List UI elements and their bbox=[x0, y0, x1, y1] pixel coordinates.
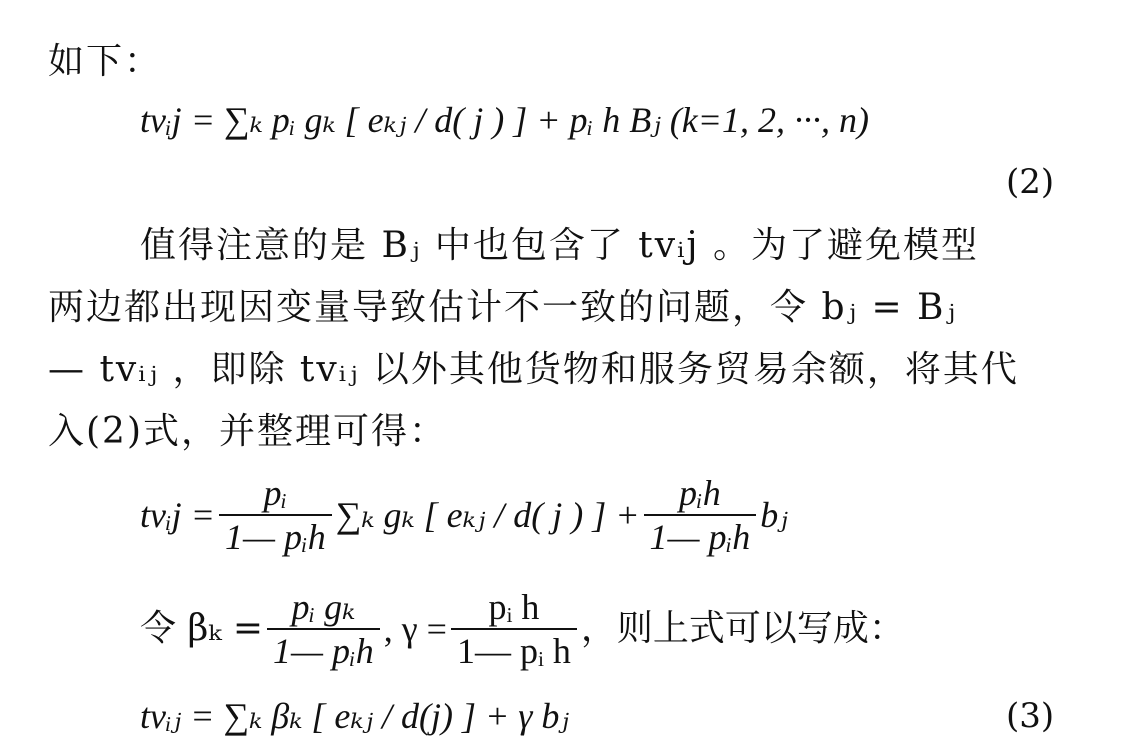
equation-number-3: (3) bbox=[1006, 696, 1055, 736]
derived-fraction-2 bbox=[644, 472, 757, 558]
fraction-denominator: 1— pᵢh bbox=[267, 628, 380, 672]
definition-suffix: ，则上式可以写成： bbox=[580, 608, 905, 649]
fraction-denominator: 1— pᵢh bbox=[219, 514, 332, 558]
eq2-lhs: tvᵢj bbox=[140, 100, 182, 140]
gamma-fraction bbox=[451, 586, 577, 672]
fraction-denominator: 1— pᵢh bbox=[644, 514, 757, 558]
definition-line bbox=[140, 586, 905, 672]
fraction-numerator: pᵢh bbox=[679, 473, 721, 513]
derived-lhs: tvᵢj = bbox=[140, 495, 215, 535]
equation-derived bbox=[140, 472, 788, 558]
equation-number-2: (2) bbox=[1006, 162, 1055, 202]
equation-3: tvᵢⱼ = ∑ₖ βₖ [ eₖⱼ / d(j) ] + γ bⱼ bbox=[140, 696, 569, 736]
eq2-body: = ∑ₖ pᵢ gₖ [ eₖⱼ / d( j ) ] + pᵢ h Bⱼ (k=1, 2, ···, n) bbox=[190, 100, 869, 140]
intro-text: 如下： bbox=[48, 41, 163, 82]
derived-fraction-1 bbox=[219, 472, 332, 558]
paragraph-line-3: — tvᵢⱼ ，即除 tvᵢⱼ 以外其他货物和服务贸易余额，将其代 bbox=[48, 349, 1019, 390]
paragraph-line-2: 两边都出现因变量导致估计不一致的问题，令 bⱼ = Bⱼ bbox=[48, 287, 958, 328]
paragraph-line-4: 入(2)式，并整理可得： bbox=[48, 411, 447, 452]
derived-tail: bⱼ bbox=[760, 495, 788, 535]
definition-prefix: 令 βₖ = bbox=[140, 608, 263, 649]
fraction-numerator: pᵢ gₖ bbox=[291, 587, 356, 627]
equation-2 bbox=[140, 98, 869, 142]
beta-fraction bbox=[267, 586, 380, 672]
definition-mid: , γ = bbox=[383, 609, 447, 649]
fraction-numerator: pᵢ bbox=[263, 473, 288, 513]
derived-middle: ∑ₖ gₖ [ eₖⱼ / d( j ) ] + bbox=[335, 495, 640, 535]
fraction-denominator: 1— pᵢ h bbox=[451, 628, 577, 672]
fraction-numerator: pᵢ h bbox=[488, 587, 540, 627]
paragraph-line-1: 值得注意的是 Bⱼ 中也包含了 tvᵢj 。为了避免模型 bbox=[140, 225, 979, 266]
